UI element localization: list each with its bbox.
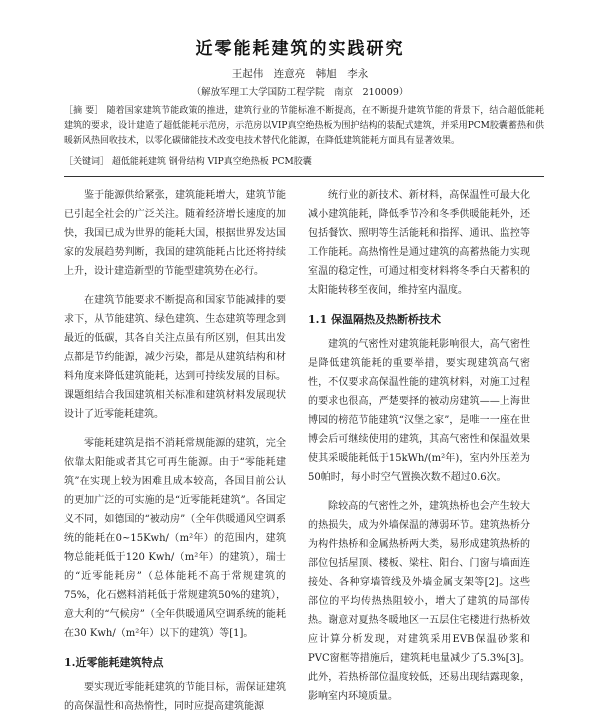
abstract-text: 随着国家建筑节能政策的推进，建筑行业的节能标准不断提高，在不断提升建筑节能的背景下，结合超低能耗建筑的要求，设计建造了超低能耗示范房，示范房以VIP真空绝热板为围护结构的装配式建筑，并采用PCM胶囊蓄热和供暖新风热回收技术，以零化碳储能技术改变电技术替代化能源，在降低建筑能耗方面具有显著效果。: [64, 106, 544, 146]
body-paragraph: 要实现近零能耗建筑的节能目标，需保证建筑的高保温性和高热惰性，同时应提高建筑能源: [64, 682, 286, 712]
body-paragraph: 除较高的气密性之外，建筑热桥也会产生较大的热损失，成为外墙保温的薄弱环节。建筑热桥分为构件热桥和金属热桥两大类，易形成建筑热桥的部位包括屋顶、楼板、梁柱、阳台、门窗与墙面连接处、各种穿墙管线及外墙金属支架等[2]。这些部位的平均传热热阻较小，增大了建筑的局部传热。谢意对夏热冬暖地区一五层住宅楼进行热桥效应计算分析发现，对建筑采用EVB保温砂浆和PVC窗框等措施后，建筑耗电量减少了5.3%[3]。此外，若热桥部位温度较低，还易出现结露现象，影响室内环境质量。: [308, 501, 530, 702]
subsection-heading: 1.1 保温隔热及热断桥技术: [308, 313, 441, 326]
left-column: [64, 186, 286, 726]
abstract: [64, 104, 544, 149]
right-column: [308, 186, 530, 716]
keywords-text: 超低能耗建筑 钢骨结构 VIP真空绝热板 PCM胶囊: [111, 157, 312, 167]
body-paragraph: 建筑的气密性对建筑能耗影响很大，高气密性是降低建筑能耗的重要举措，要实现建筑高气密性，不仅要求高保温性能的建筑材料，对施工过程的要求也很高，严楚要择的被动房建筑——上海世博园的榜范节能建筑“汉堡之家”，是唯一一座在世博会后可继续使用的建筑，其高气密性和保温效果使其采暖能耗低于15kWh/(m²年)，室内外压差为50帕时，每小时空气置换次数不超过0.6次。: [308, 339, 530, 483]
author-list: 王起伟 连意亮 韩旭 李永: [231, 68, 369, 80]
body-paragraph: 鉴于能源供给紧张，建筑能耗增大，建筑节能已引起全社会的广泛关注。随着经济增长速度的加快，我国已成为世界的能耗大国，根据世界发达国家的发展趋势判断，我国的建筑能耗占比还将持续上升，设计建造新型的节能型建筑势在必行。: [64, 190, 286, 277]
paper-title: 近零能耗建筑的实践研究: [195, 39, 405, 59]
keywords: [64, 155, 544, 169]
body-paragraph: 统行业的新技术、新材料，高保温性可最大化减小建筑能耗，降低季节冷和冬季供暖能耗外，还包括餐饮、照明等生活能耗和指挥、通讯、监控等工作能耗。高热惰性是通过建筑的高蓄热能力实现室温的稳定性，可通过相变材料将冬季白天蓄积的太阳能转移至夜间，维持室内温度。: [308, 190, 530, 296]
section-heading: 1.近零能耗建筑特点: [64, 656, 164, 669]
header-divider: [64, 176, 544, 177]
body-paragraph: 零能耗建筑是指不消耗常规能源的建筑，完全依靠太阳能或者其它可再生能源。由于“零能耗建筑”在实现上较为困难且成本较高，各国目前公认的更加广泛的可实施的是“近零能耗建筑”。各国定义不同，如德国的“被动房”（全年供暖通风空调系统的能耗在0~15Kwh/（m²年）的范围内，建筑物总能耗低于120 Kwh/（m²年）的建筑），瑞士的“近零能耗房”（总体能耗不高于常规建筑的75%，化石燃料消耗低于常规建筑50%的建筑），意大利的“气候房”（全年供暖通风空调系统的能耗在30 Kwh/（m²年）以下的建筑）等[1]。: [64, 438, 286, 639]
body-paragraph: 在建筑节能要求不断提高和国家节能减排的要求下，从节能建筑、绿色建筑、生态建筑等理念到最近的低碳，其各自关注点虽有所区别，但其出发点都是节约能源，减少污染，都是从建筑结构和材料角度来降低建筑能耗，达到可持续发展的目标。课题组结合我国建筑相关标准和建筑材料发展现状设计了近零能耗建筑。: [64, 295, 286, 420]
keywords-label: ［关键词］: [64, 157, 110, 167]
affiliation: （解放军理工大学国防工程学院 南京 210009）: [191, 87, 409, 98]
abstract-label: ［摘 要］: [64, 106, 104, 116]
